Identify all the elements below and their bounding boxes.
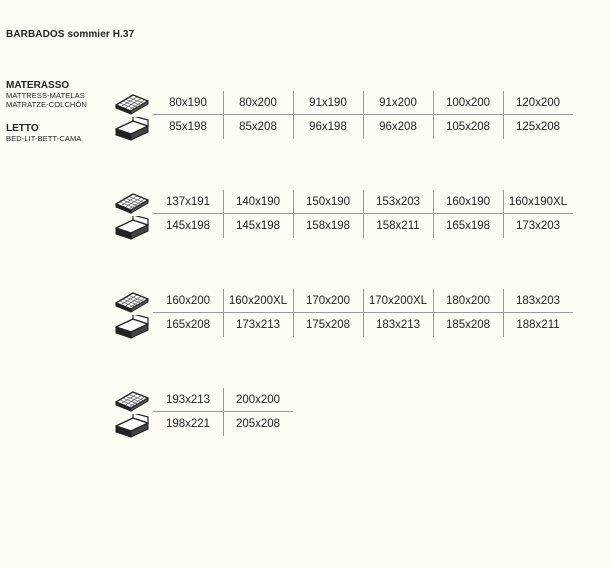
- column-divider: [293, 91, 294, 139]
- mattress-size-cell: 150x190: [305, 196, 351, 208]
- mattress-size-cell: 160x200XL: [228, 295, 288, 307]
- bed-size-cell: 205x208: [235, 418, 281, 430]
- mattress-size-cell: 183x203: [515, 295, 561, 307]
- column-divider: [223, 289, 224, 337]
- column-divider: [503, 289, 504, 337]
- column-divider: [433, 190, 434, 238]
- mattress-size-cell: 170x200XL: [368, 295, 428, 307]
- bed-size-cell: 158x198: [305, 220, 351, 232]
- bed-size-cell: 188x211: [516, 319, 560, 331]
- mattress-size-cell: 170x200: [305, 295, 351, 307]
- bed-size-cell: 96x198: [309, 121, 347, 133]
- bed-size-cell: 96x208: [379, 121, 417, 133]
- mattress-icon: [113, 190, 151, 214]
- bed-size-cell: 145x198: [165, 220, 211, 232]
- bed-size-cell: 158x211: [376, 220, 420, 232]
- legend-bed-title: LETTO: [6, 123, 39, 134]
- bed-size-cell: 173x213: [235, 319, 281, 331]
- column-divider: [223, 388, 224, 436]
- mattress-size-cell: 137x191: [165, 196, 211, 208]
- bed-size-cell: 183x213: [375, 319, 421, 331]
- size-block: [113, 289, 583, 345]
- bed-frame-icon: [113, 315, 151, 339]
- mattress-size-cell: 140x190: [235, 196, 281, 208]
- mattress-size-cell: 193x213: [165, 394, 211, 406]
- mattress-icon: [113, 388, 151, 412]
- mattress-size-cell: 180x200: [445, 295, 491, 307]
- mattress-size-cell: 120x200: [515, 97, 561, 109]
- mattress-size-cell: 160x190XL: [508, 196, 568, 208]
- mattress-icon: [113, 91, 151, 115]
- legend-mattress-subtitle-2: MATRATZE-COLCHÓN: [6, 100, 87, 109]
- column-divider: [433, 91, 434, 139]
- bed-size-cell: 85x198: [169, 121, 207, 133]
- page-title: BARBADOS sommier H.37: [6, 29, 135, 40]
- bed-size-cell: 85x208: [239, 121, 277, 133]
- column-divider: [503, 190, 504, 238]
- mattress-size-cell: 160x190: [445, 196, 491, 208]
- bed-size-cell: 105x208: [445, 121, 491, 133]
- mattress-size-cell: 80x190: [169, 97, 207, 109]
- bed-frame-icon: [113, 414, 151, 438]
- mattress-size-cell: 80x200: [239, 97, 277, 109]
- legend-mattress: [6, 80, 87, 109]
- bed-frame-icon: [113, 216, 151, 240]
- bed-size-cell: 145x198: [235, 220, 281, 232]
- mattress-size-cell: 200x200: [235, 394, 281, 406]
- bed-size-cell: 175x208: [305, 319, 351, 331]
- mattress-icon: [113, 289, 151, 313]
- legend-bed-subtitle: BED-LIT-BETT-CAMA: [6, 134, 82, 143]
- mattress-size-cell: 91x200: [379, 97, 417, 109]
- bed-size-cell: 185x208: [445, 319, 491, 331]
- legend-bed: [6, 123, 81, 143]
- mattress-size-cell: 160x200: [165, 295, 211, 307]
- column-divider: [363, 91, 364, 139]
- mattress-size-cell: 91x190: [309, 97, 347, 109]
- bed-size-cell: 173x203: [515, 220, 561, 232]
- column-divider: [433, 289, 434, 337]
- bed-size-cell: 198x221: [165, 418, 211, 430]
- bed-size-cell: 165x208: [165, 319, 211, 331]
- column-divider: [363, 190, 364, 238]
- mattress-size-cell: 153x203: [375, 196, 421, 208]
- column-divider: [293, 289, 294, 337]
- column-divider: [293, 190, 294, 238]
- column-divider: [223, 91, 224, 139]
- legend-mattress-subtitle-1: MATTRESS-MATELAS: [6, 91, 85, 100]
- column-divider: [363, 289, 364, 337]
- bed-frame-icon: [113, 117, 151, 141]
- legend-mattress-title: MATERASSO: [6, 80, 70, 91]
- size-block: [113, 388, 583, 444]
- bed-size-cell: 125x208: [515, 121, 561, 133]
- size-block: [113, 91, 583, 147]
- size-block: [113, 190, 583, 246]
- mattress-size-cell: 100x200: [445, 97, 491, 109]
- bed-size-cell: 165x198: [445, 220, 491, 232]
- column-divider: [503, 91, 504, 139]
- column-divider: [223, 190, 224, 238]
